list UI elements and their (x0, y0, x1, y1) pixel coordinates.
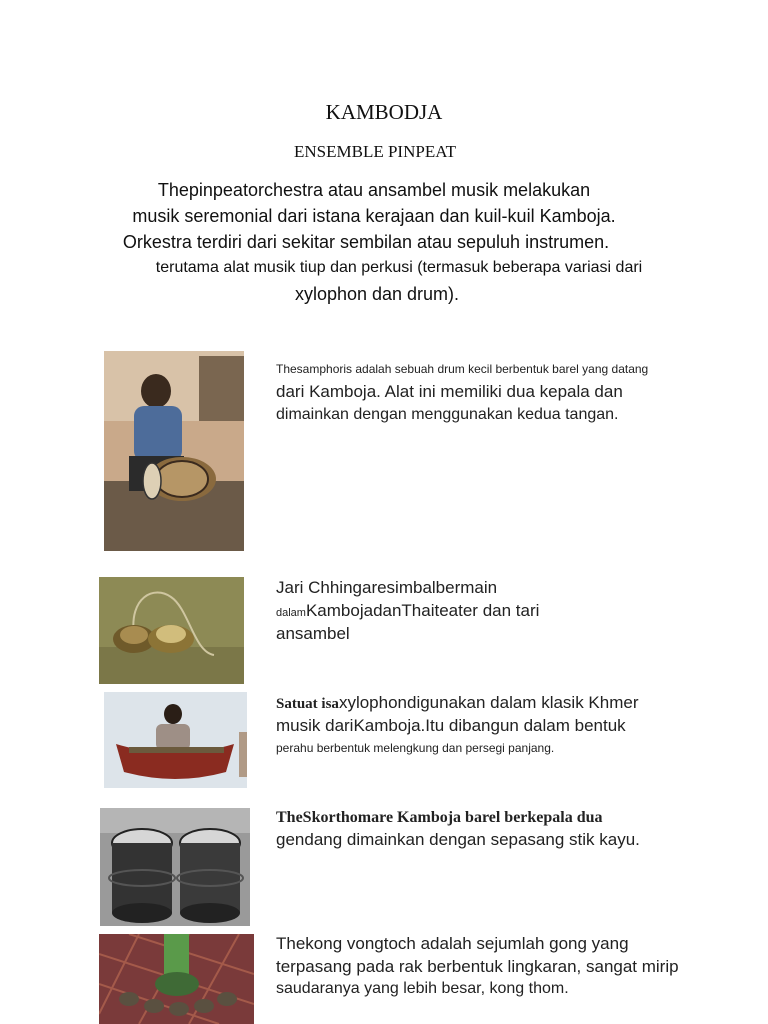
page-subtitle: ENSEMBLE PINPEAT (294, 142, 456, 161)
intro-line-5: xylophon dan drum). (294, 284, 460, 304)
page-title: KAMBODJA (325, 100, 443, 124)
chhing-text-1: Jari Chhingaresimbalbermain (276, 578, 498, 597)
roneat-text-3: perahu berbentuk melengkung dan persegi panjang. (276, 741, 555, 755)
samphor-text-3: dimainkan dengan menggunakan kedua tangan. (276, 406, 619, 423)
kong-vong-toch-photo (99, 934, 254, 1024)
intro-line-3: Orkestra terdiri dari sekitar sembilan atau sepuluh instrumen. (122, 232, 610, 252)
roneat-text-1 (276, 692, 639, 715)
chhing-text-2a: dalam (276, 607, 306, 619)
samphor-photo (104, 351, 244, 551)
roneat-text-2: musik dariKamboja.Itu dibangun dalam bentuk (276, 716, 626, 735)
chhing-text-2b: KambojadanThaiteater dan tari (305, 601, 540, 620)
chhing-text-3: ansambel (276, 624, 350, 643)
chhing-text-2 (276, 600, 539, 624)
samphor-text-2: dari Kamboja. Alat ini memiliki dua kepala dan (276, 382, 623, 401)
skor-thom-text-2: gendang dimainkan dengan sepasang stik kayu. (276, 830, 640, 849)
samphor-text-1: Thesamphoris adalah sebuah drum kecil berbentuk barel yang datang (276, 362, 649, 376)
kong-vong-toch-text-1: Thekong vongtoch adalah sejumlah gong yang (276, 934, 629, 953)
roneat-photo (104, 692, 247, 788)
roneat-text-1a: Satuat isa (276, 696, 339, 712)
chhing-photo (99, 577, 244, 684)
roneat-text-1b: xylophondigunakan dalam klasik Khmer (338, 693, 639, 712)
intro-line-1: Thepinpeatorchestra atau ansambel musik melakukan (157, 180, 591, 200)
intro-line-4: terutama alat musik tiup dan perkusi (termasuk beberapa variasi dari (155, 259, 643, 276)
skor-thom-text-1: TheSkorthomare Kamboja barel berkepala dua (276, 809, 603, 826)
intro-line-2: musik seremonial dari istana kerajaan dan kuil-kuil Kamboja. (132, 206, 616, 226)
kong-vong-toch-text-2: terpasang pada rak berbentuk lingkaran, sangat mirip (276, 957, 679, 976)
skor-thom-photo (100, 808, 250, 926)
kong-vong-toch-text-3: saudaranya yang lebih besar, kong thom. (276, 980, 569, 997)
